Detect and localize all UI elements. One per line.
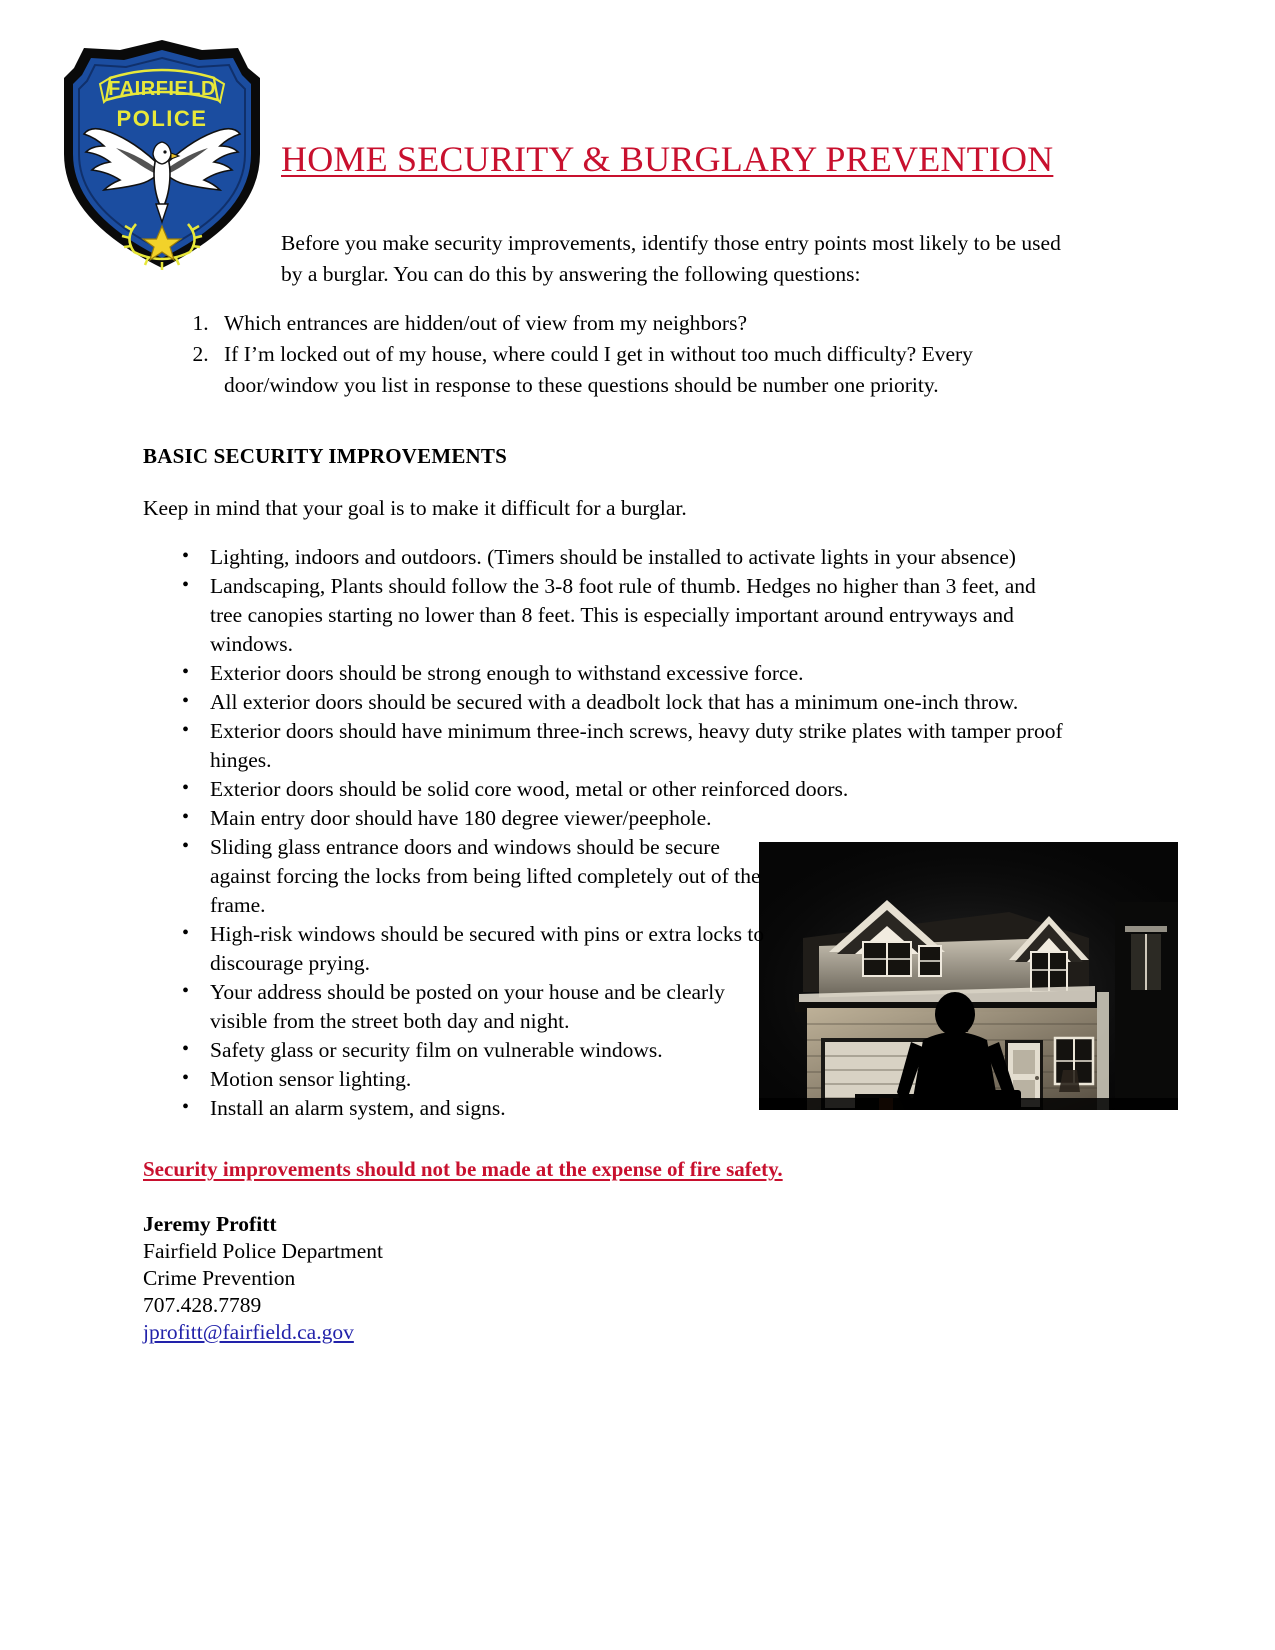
signature-email-link[interactable]: jprofitt@fairfield.ca.gov xyxy=(143,1320,354,1344)
list-item: 1. Which entrances are hidden/out of view from my neighbors? xyxy=(214,308,1024,339)
signature-phone: 707.428.7789 xyxy=(143,1293,262,1317)
list-item: • Exterior doors should be solid core wood, metal or other reinforced doors. xyxy=(176,775,1066,804)
list-item: • Exterior doors should have minimum three-inch screws, heavy duty strike plates with tamper proof hinges. xyxy=(176,717,1066,775)
list-item: • High-risk windows should be secured with pins or extra locks to discourage prying. xyxy=(176,920,770,978)
improvements-list xyxy=(176,543,1066,1123)
list-item: 2. If I’m locked out of my house, where could I get in without too much difficulty? Every door/window you list in response to these questions should be number one priority. xyxy=(214,339,1024,401)
list-item: • Install an alarm system, and signs. xyxy=(176,1094,1066,1123)
badge-agency-text: POLICE xyxy=(116,106,208,131)
intro-paragraph: Before you make security improvements, identify those entry points most likely to be used by a burglar. You can do this by answering the following questions: xyxy=(281,231,1061,286)
list-item: • Landscaping, Plants should follow the 3-8 foot rule of thumb. Hedges no higher than 3 feet, and tree canopies starting no lower than 8 feet. This is especially important around entryways and windows. xyxy=(176,572,1066,659)
badge-shield-icon xyxy=(52,34,272,274)
page-title: HOME SECURITY & BURGLARY PREVENTION xyxy=(281,139,1054,179)
list-item: • Motion sensor lighting. xyxy=(176,1065,1066,1094)
list-item: • All exterior doors should be secured with a deadbolt lock that has a minimum one-inch throw. xyxy=(176,688,1066,717)
list-item: • Main entry door should have 180 degree viewer/peephole. xyxy=(176,804,1066,833)
signature-block xyxy=(143,1211,383,1346)
signature-department: Fairfield Police Department xyxy=(143,1239,384,1263)
list-item: • Lighting, indoors and outdoors. (Timers should be installed to activate lights in your absence) xyxy=(176,543,1066,572)
list-item: • Exterior doors should be strong enough to withstand excessive force. xyxy=(176,659,1066,688)
signature-name: Jeremy Profitt xyxy=(143,1212,277,1236)
fairfield-police-badge xyxy=(52,34,272,274)
list-item: • Your address should be posted on your house and be clearly visible from the street both day and night. xyxy=(176,978,770,1036)
section-heading: BASIC SECURITY IMPROVEMENTS xyxy=(143,444,508,468)
signature-unit: Crime Prevention xyxy=(143,1266,296,1290)
list-item: • Sliding glass entrance doors and windows should be secure against forcing the locks from being lifted completely out of the frame. xyxy=(176,833,770,920)
questions-list xyxy=(176,308,1024,401)
badge-banner-text: FAIRFIELD xyxy=(108,78,216,100)
list-item: • Safety glass or security film on vulnerable windows. xyxy=(176,1036,1066,1065)
fire-safety-warning: Security improvements should not be made at the expense of fire safety. xyxy=(143,1157,783,1181)
lead-sentence: Keep in mind that your goal is to make it difficult for a burglar. xyxy=(143,496,687,520)
